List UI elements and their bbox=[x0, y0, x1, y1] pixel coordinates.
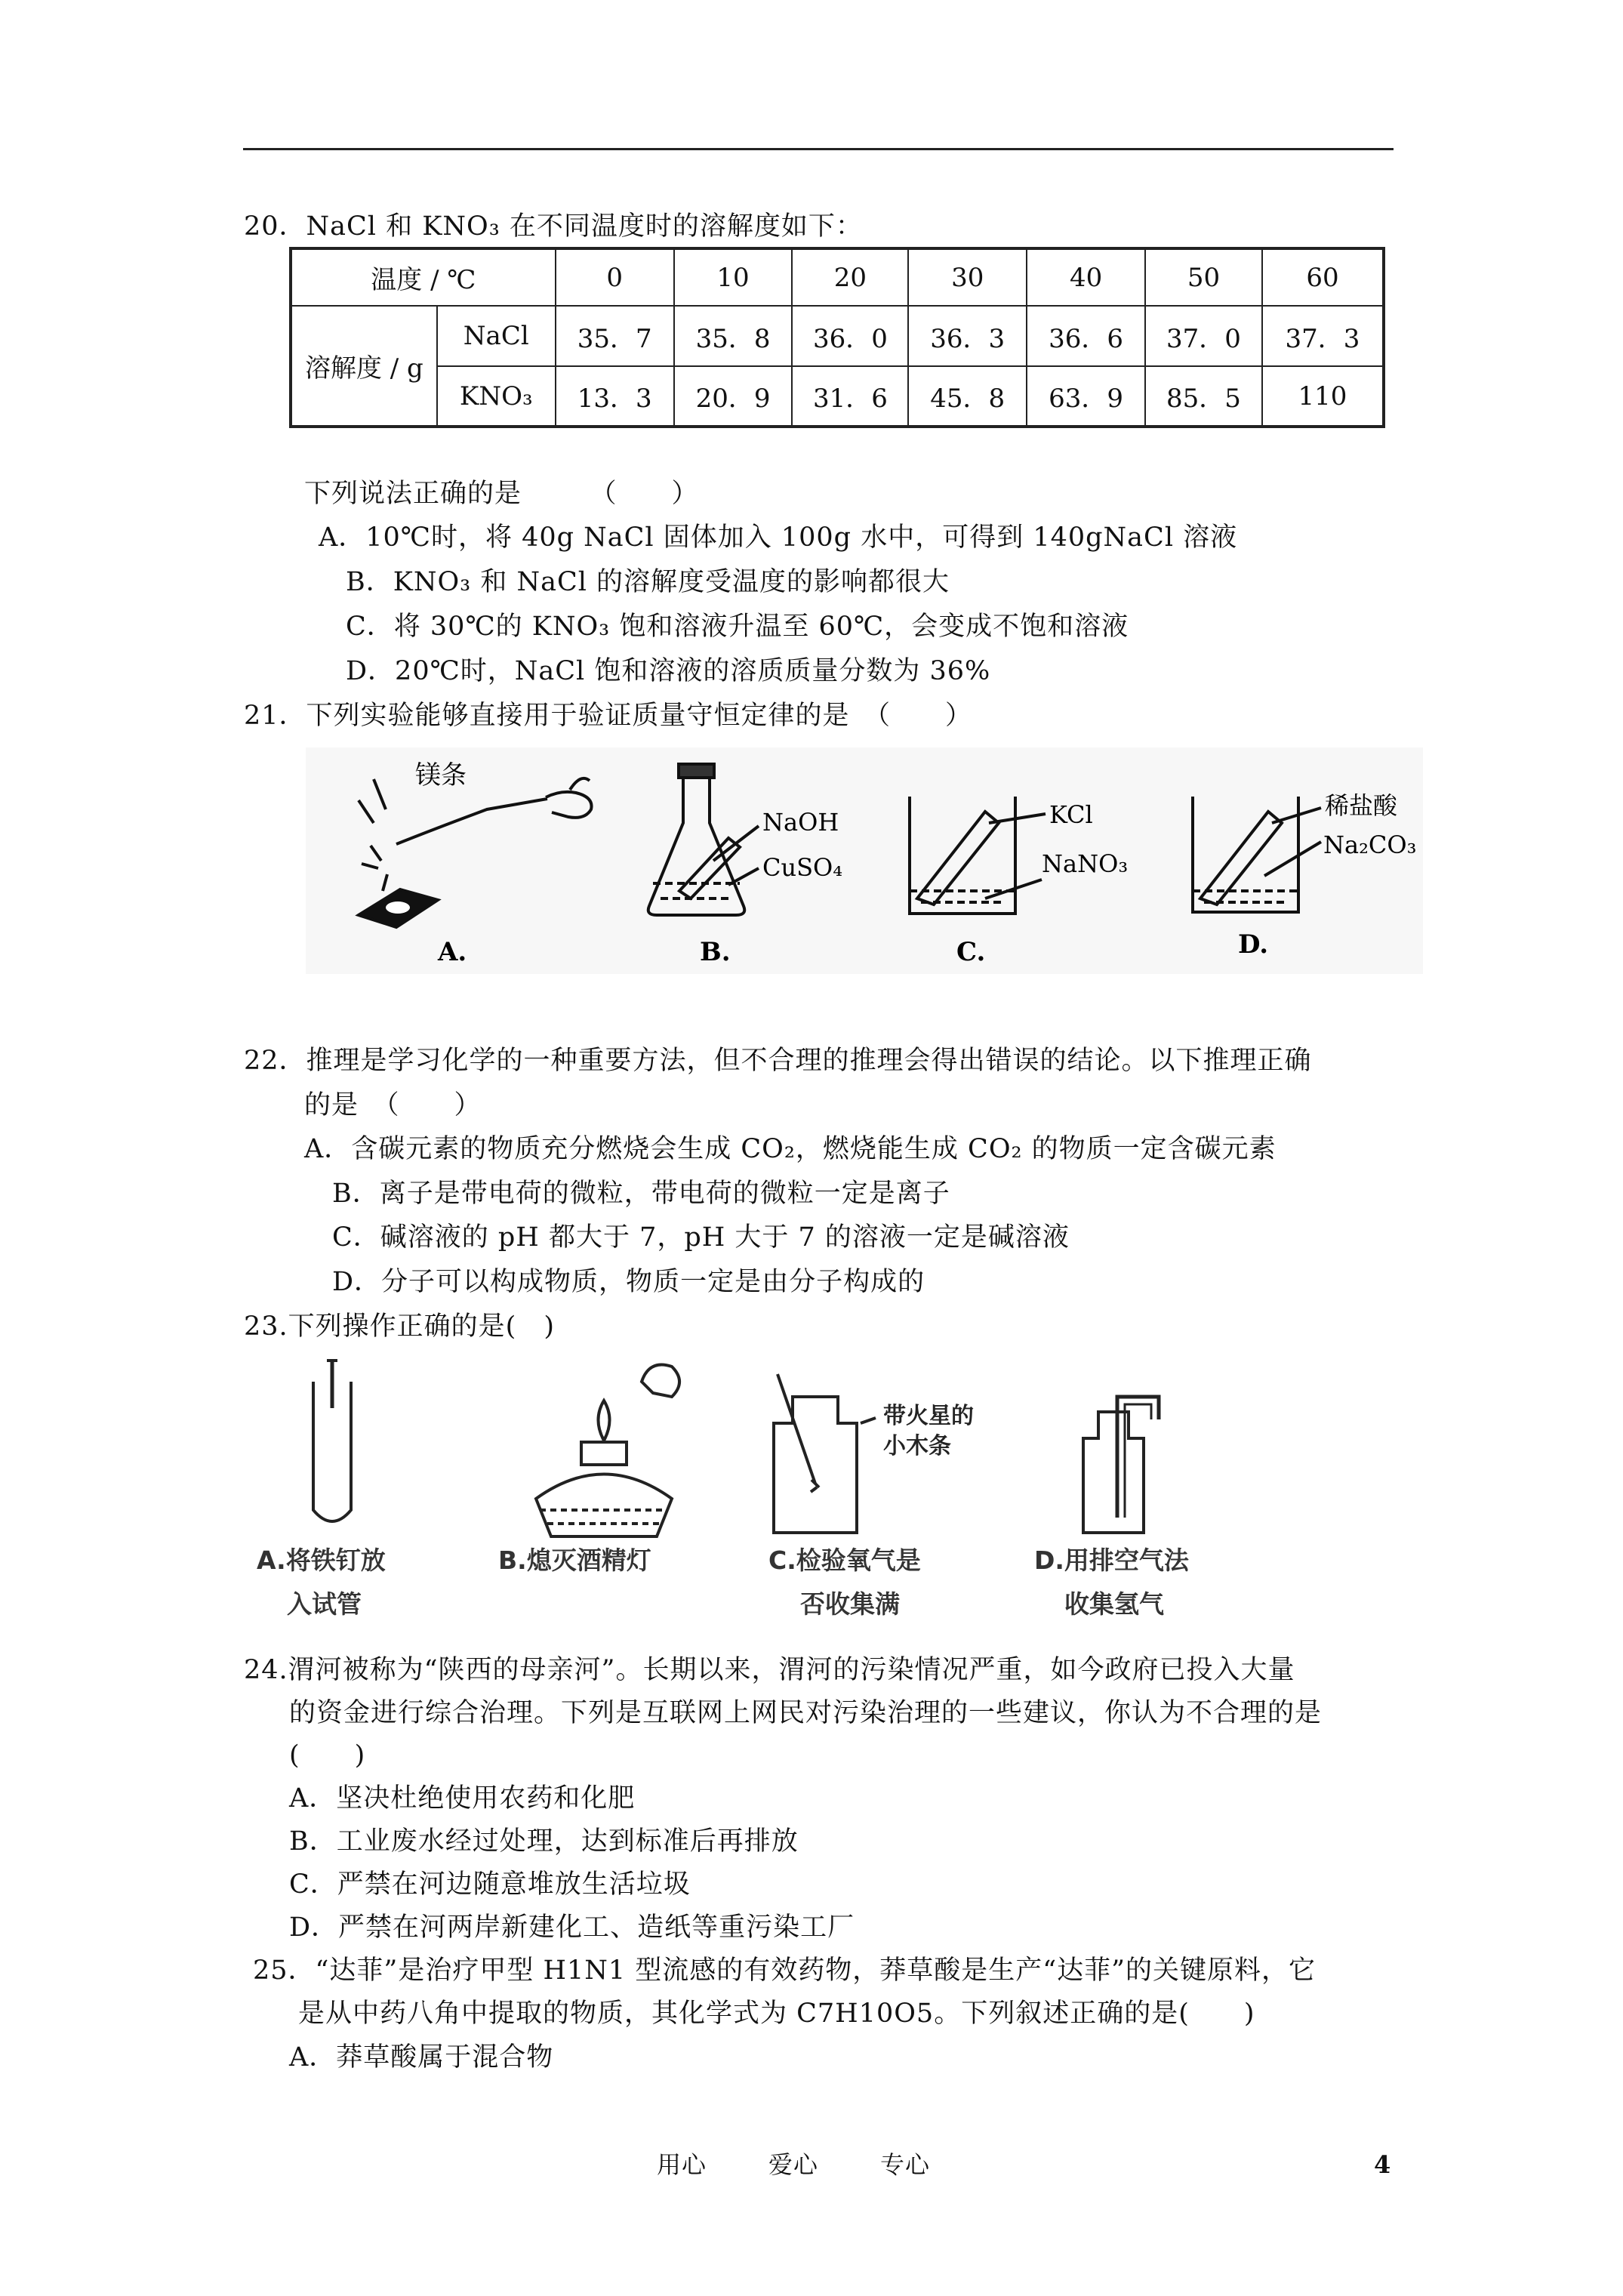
solubility-label: 溶解度 / g bbox=[291, 306, 437, 427]
q22-option-d: D．分子可以构成物质，物质一定是由分子构成的 bbox=[332, 1267, 925, 1297]
fig-d-caption-2: 收集氢气 bbox=[1064, 1589, 1164, 1619]
table-cell: 35．7 bbox=[556, 306, 674, 366]
fig-a-caption-1: A.将铁钉放 bbox=[257, 1546, 386, 1575]
q25-stem-line2: 是从中药八角中提取的物质，其化学式为 C7H10O5。下列叙述正确的是( ) bbox=[298, 1999, 1255, 2029]
q22-option-a: A．含碳元素的物质充分燃烧会生成 CO₂，燃烧能生成 CO₂ 的物质一定含碳元素 bbox=[304, 1134, 1277, 1164]
table-cell: 37．3 bbox=[1262, 306, 1384, 366]
fig-d-label-2: Na₂CO₃ bbox=[1323, 831, 1417, 859]
table-cell: 85．5 bbox=[1145, 366, 1262, 427]
temp-cell: 10 bbox=[674, 248, 793, 306]
temp-cell: 50 bbox=[1145, 248, 1262, 306]
fig-c-caption-2: 否收集满 bbox=[800, 1589, 900, 1619]
q24-stem-line1: 24.渭河被称为“陕西的母亲河”。长期以来，渭河的污染情况严重，如今政府已投入大量 bbox=[244, 1655, 1295, 1685]
q21-stem: 21．下列实验能够直接用于验证质量守恒定律的是 （ ） bbox=[244, 701, 973, 731]
table-cell: 35．8 bbox=[674, 306, 793, 366]
q24-option-c: C．严禁在河边随意堆放生活垃圾 bbox=[289, 1869, 691, 1900]
q24-option-d: D．严禁在河两岸新建化工、造纸等重污染工厂 bbox=[289, 1912, 855, 1943]
temp-cell: 20 bbox=[792, 248, 908, 306]
q25-stem-line1: 25．“达菲”是治疗甲型 H1N1 型流感的有效药物，莽草酸是生产“达菲”的关键原料，它 bbox=[253, 1955, 1317, 1986]
q23-figure bbox=[249, 1351, 1268, 1653]
q24-stem-line3: ( ) bbox=[289, 1740, 366, 1771]
fig-d-label-1: 稀盐酸 bbox=[1325, 791, 1398, 820]
q22-option-b: B．离子是带电荷的微粒，带电荷的微粒一定是离子 bbox=[332, 1179, 950, 1209]
fig-c-label-1: KCl bbox=[1049, 800, 1093, 829]
fig-c-label-2: 小木条 bbox=[883, 1433, 951, 1459]
fig-b-caption-1: B.熄灭酒精灯 bbox=[498, 1546, 651, 1575]
fig-d-beaker bbox=[1193, 797, 1321, 912]
footer-word-3: 专心 bbox=[880, 2150, 931, 2179]
fig-b-letter: B. bbox=[700, 937, 731, 967]
fig-a-caption-2: 入试管 bbox=[287, 1589, 362, 1619]
table-cell: 36．3 bbox=[908, 306, 1027, 366]
q24-option-a: A．坚决杜绝使用农药和化肥 bbox=[289, 1783, 636, 1814]
table-cell: 37．0 bbox=[1145, 306, 1262, 366]
q20-option-b: B．KNO₃ 和 NaCl 的溶解度受温度的影响都很大 bbox=[346, 567, 950, 597]
fig-b-label-2: CuSO₄ bbox=[762, 853, 843, 882]
q20-option-c: C．将 30℃的 KNO₃ 饱和溶液升温至 60℃，会变成不饱和溶液 bbox=[346, 612, 1129, 642]
fig-b-label-1: NaOH bbox=[762, 808, 839, 837]
table-cell: 20．9 bbox=[674, 366, 793, 427]
temp-cell: 40 bbox=[1027, 248, 1145, 306]
temp-cell: 30 bbox=[908, 248, 1027, 306]
q24-option-b: B．工业废水经过处理，达到标准后再排放 bbox=[289, 1826, 799, 1857]
q22-option-c: C．碱溶液的 pH 都大于 7，pH 大于 7 的溶液一定是碱溶液 bbox=[332, 1222, 1070, 1253]
fig-a-magnesium bbox=[359, 778, 592, 927]
fig-d-caption-1: D.用排空气法 bbox=[1034, 1546, 1189, 1575]
header-rule bbox=[243, 148, 1394, 150]
q24-stem-line2: 的资金进行综合治理。下列是互联网上网民对污染治理的一些建议，你认为不合理的是 bbox=[289, 1698, 1323, 1728]
row-name: NaCl bbox=[437, 306, 556, 366]
q20-prompt: 下列说法正确的是 （ ） bbox=[304, 479, 699, 509]
temp-cell: 0 bbox=[556, 248, 674, 306]
footer-word-2: 爱心 bbox=[768, 2150, 819, 2179]
q20-option-a: A．10℃时，将 40g NaCl 固体加入 100g 水中，可得到 140gNaCl 溶液 bbox=[319, 522, 1238, 553]
fig-d-gas-bottle bbox=[1083, 1397, 1159, 1533]
fig-c-label-1: 带火星的 bbox=[883, 1403, 974, 1429]
temp-header: 温度 / ℃ bbox=[291, 248, 556, 306]
fig-b-flask bbox=[648, 764, 759, 915]
fig-d-letter: D. bbox=[1238, 929, 1269, 960]
solubility-table bbox=[289, 247, 1385, 428]
q21-figure bbox=[306, 747, 1423, 974]
fig-a-letter: A. bbox=[438, 937, 467, 967]
page-number: 4 bbox=[1374, 2150, 1392, 2179]
table-cell: 45．8 bbox=[908, 366, 1027, 427]
table-cell: 31．6 bbox=[792, 366, 908, 427]
q20-option-d: D．20℃时，NaCl 饱和溶液的溶质质量分数为 36% bbox=[346, 656, 991, 686]
q20-stem: 20．NaCl 和 KNO₃ 在不同温度时的溶解度如下： bbox=[244, 211, 863, 242]
fig-a-label: 镁条 bbox=[415, 760, 467, 791]
q23-stem: 23.下列操作正确的是( ) bbox=[244, 1311, 555, 1342]
fig-a-test-tube bbox=[313, 1359, 351, 1521]
q22-stem-line1: 22．推理是学习化学的一种重要方法，但不合理的推理会得出错误的结论。以下推理正确 bbox=[244, 1046, 1312, 1076]
q22-stem-line2: 的是 （ ） bbox=[304, 1090, 482, 1120]
q25-option-a: A．莽草酸属于混合物 bbox=[289, 2042, 554, 2073]
table-cell: 13．3 bbox=[556, 366, 674, 427]
temp-cell: 60 bbox=[1262, 248, 1384, 306]
fig-c-caption-1: C.检验氧气是 bbox=[768, 1546, 921, 1575]
fig-c-gas-bottle bbox=[774, 1374, 876, 1533]
table-cell: 110 bbox=[1262, 366, 1384, 427]
table-cell: 36．6 bbox=[1027, 306, 1145, 366]
fig-c-label-2: NaNO₃ bbox=[1042, 849, 1129, 878]
fig-c-beaker bbox=[910, 797, 1046, 914]
fig-c-letter: C. bbox=[956, 937, 986, 967]
table-cell: 63．9 bbox=[1027, 366, 1145, 427]
row-name: KNO₃ bbox=[437, 366, 556, 427]
fig-b-alcohol-lamp bbox=[536, 1365, 679, 1537]
table-cell: 36．0 bbox=[792, 306, 908, 366]
footer-word-1: 用心 bbox=[657, 2150, 707, 2179]
